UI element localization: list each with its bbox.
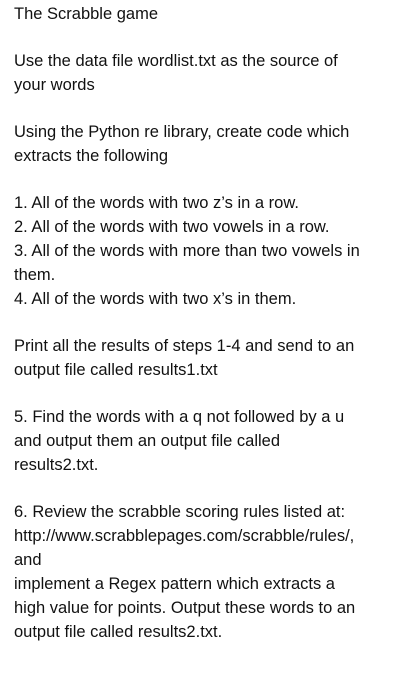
paragraph-step-5 xyxy=(14,405,394,477)
numbered-list xyxy=(14,191,394,311)
text-line: Use the data file wordlist.txt as the source of xyxy=(14,52,338,70)
paragraph-instructions xyxy=(14,120,394,168)
text-line: results2.txt. xyxy=(14,456,99,474)
document xyxy=(14,2,394,667)
text-line: output file called results1.txt xyxy=(14,361,218,379)
text-line: Print all the results of steps 1-4 and send to an xyxy=(14,337,355,355)
paragraph-print-results xyxy=(14,334,394,382)
text-line: http://www.scrabblepages.com/scrabble/rules/, xyxy=(14,527,355,545)
title-text: The Scrabble game xyxy=(14,5,158,23)
text-line: output file called results2.txt. xyxy=(14,623,223,641)
list-item: them. xyxy=(14,266,56,284)
paragraph-step-6 xyxy=(14,500,394,644)
text-line: 6. Review the scrabble scoring rules listed at: xyxy=(14,503,346,521)
list-item: 1. All of the words with two z’s in a row. xyxy=(14,194,299,212)
text-line: and output them an output file called xyxy=(14,432,281,450)
text-line: and xyxy=(14,551,42,569)
text-line: Using the Python re library, create code which xyxy=(14,123,350,141)
text-line: extracts the following xyxy=(14,147,169,165)
paragraph-data-source xyxy=(14,49,394,97)
list-item: 4. All of the words with two x’s in them. xyxy=(14,290,297,308)
text-line: implement a Regex pattern which extracts a xyxy=(14,575,335,593)
text-line: 5. Find the words with a q not followed by a u xyxy=(14,408,345,426)
text-line: your words xyxy=(14,76,95,94)
document-title xyxy=(14,2,394,26)
list-item: 2. All of the words with two vowels in a row. xyxy=(14,218,330,236)
list-item: 3. All of the words with more than two vowels in xyxy=(14,242,360,260)
text-line: high value for points. Output these words to an xyxy=(14,599,356,617)
